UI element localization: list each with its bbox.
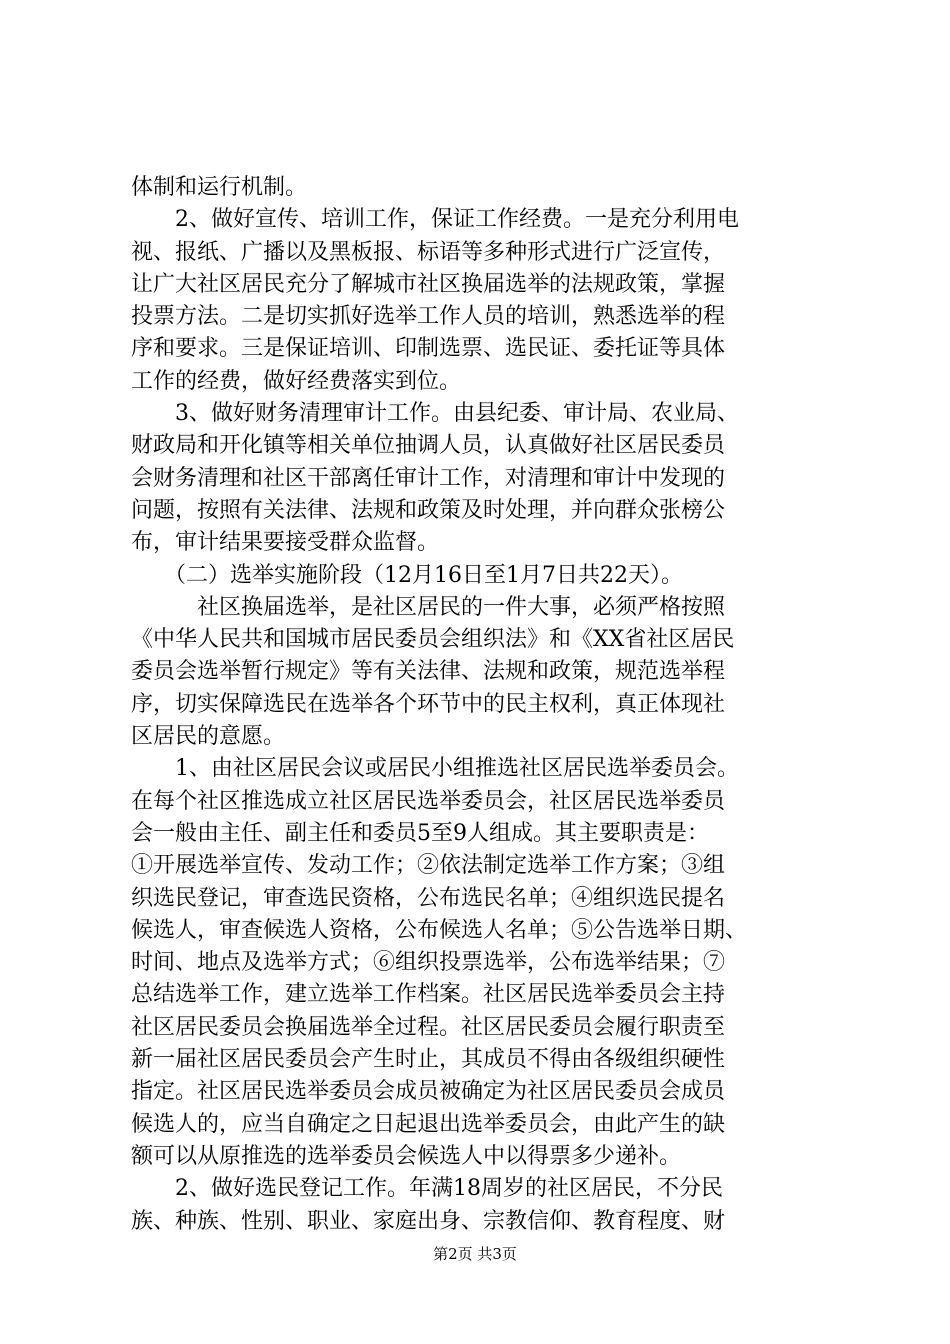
text-line: 问题，按照有关法律、法规和政策及时处理，并向群众张榜公: [131, 497, 726, 523]
text-line: 族、种族、性别、职业、家庭出身、宗教信仰、教育程度、财: [131, 1208, 726, 1234]
text-line: 《中华人民共和国城市居民委员会组织法》和《XX省社区居民: [131, 627, 735, 653]
text-line: 体制和运行机制。: [131, 175, 308, 200]
text-line: 会一般由主任、副主任和委员5至9人组成。其主要职责是：: [131, 820, 709, 846]
text-line: 候选人，审查候选人资格，公布候选人名单；⑤公告选举日期、: [131, 917, 748, 943]
text-line: 社区居民委员会换届选举全过程。社区居民委员会履行职责至: [131, 1014, 726, 1040]
text-line: 1、由社区居民会议或居民小组推选社区居民选举委员会。: [131, 756, 739, 782]
text-line: 会财务清理和社区干部离任审计工作，对清理和审计中发现的: [131, 465, 726, 491]
text-line: 2、做好宣传、培训工作，保证工作经费。一是充分利用电: [131, 207, 739, 233]
text-line: 时间、地点及选举方式；⑥组织投票选举，公布选举结果；⑦: [131, 950, 726, 976]
text-line: 工作的经费，做好经费落实到位。: [131, 368, 462, 394]
text-line: 3、做好财务清理审计工作。由县纪委、审计局、农业局、: [131, 401, 739, 427]
text-line: 区居民的意愿。: [131, 724, 286, 750]
text-line: 指定。社区居民选举委员会成员被确定为社区居民委员会成员: [131, 1079, 726, 1105]
text-line: 织选民登记，审查选民资格，公布选民名单；④组织选民提名: [131, 885, 726, 911]
text-line: 总结选举工作，建立选举工作档案。社区居民选举委员会主持: [131, 982, 726, 1008]
text-line: （二）选举实施阶段（12月16日至1月7日共22天）。: [131, 562, 683, 588]
text-line: 序，切实保障选民在选举各个环节中的民主权利，真正体现社: [131, 691, 726, 717]
text-line: 2、做好选民登记工作。年满18周岁的社区居民，不分民: [131, 1176, 723, 1202]
text-line: 委员会选举暂行规定》等有关法律、法规和政策，规范选举程: [131, 659, 726, 685]
text-line: 候选人的，应当自确定之日起退出选举委员会，由此产生的缺: [131, 1111, 726, 1137]
page-footer: 第2页 共3页: [433, 1245, 517, 1263]
text-line: 新一届社区居民委员会产生时止，其成员不得由各级组织硬性: [131, 1047, 726, 1073]
text-line: 财政局和开化镇等相关单位抽调人员，认真做好社区居民委员: [131, 433, 726, 459]
document-body: [131, 172, 831, 1238]
text-line: 序和要求。三是保证培训、印制选票、选民证、委托证等具体: [131, 336, 726, 362]
text-line: 投票方法。二是切实抓好选举工作人员的培训，熟悉选举的程: [131, 304, 726, 330]
text-line: 视、报纸、广播以及黑板报、标语等多种形式进行广泛宣传，: [131, 239, 726, 265]
text-line: 社区换届选举，是社区居民的一件大事，必须严格按照: [131, 594, 726, 620]
text-line: 在每个社区推选成立社区居民选举委员会，社区居民选举委员: [131, 788, 726, 814]
text-line: 布，审计结果要接受群众监督。: [131, 530, 440, 556]
text-line: 让广大社区居民充分了解城市社区换届选举的法规政策，掌握: [131, 271, 726, 297]
text-line: 额可以从原推选的选举委员会候选人中以得票多少递补。: [131, 1143, 682, 1169]
text-line: ①开展选举宣传、发动工作；②依法制定选举工作方案；③组: [131, 853, 726, 879]
